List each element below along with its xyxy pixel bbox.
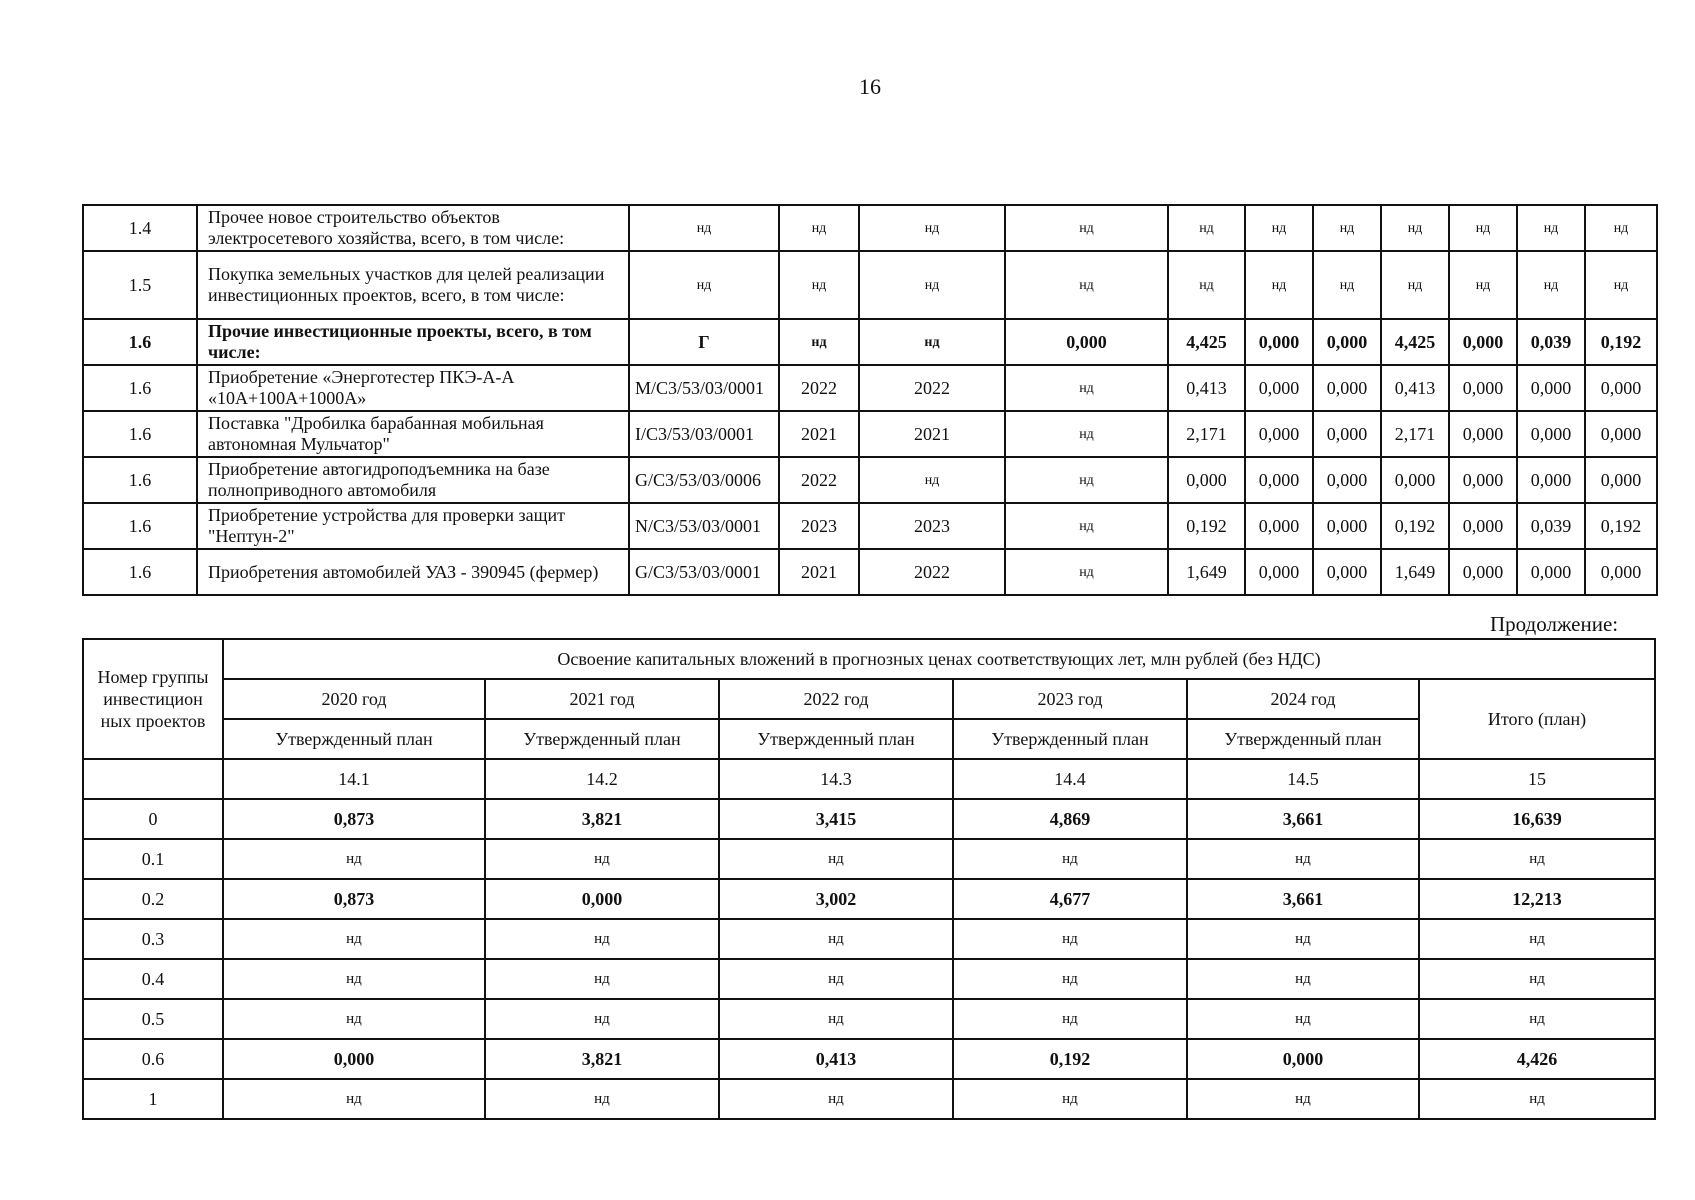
group-number-header: Номер группы инвестицион ных проектов <box>83 639 223 759</box>
value-cell: нд <box>223 999 485 1039</box>
value-cell: нд <box>1419 919 1655 959</box>
value-cell: 0,000 <box>1517 549 1585 595</box>
value-cell: 0,000 <box>1313 411 1381 457</box>
project-name-cell: Приобретение устройства для проверки защит "Нептун-2" <box>197 503 629 549</box>
value-cell: нд <box>223 839 485 879</box>
value-cell: 0,000 <box>1449 365 1517 411</box>
value-cell: 0,192 <box>1381 503 1449 549</box>
value-cell: 3,661 <box>1187 799 1419 839</box>
project-code-cell: I/C3/53/03/0001 <box>629 411 779 457</box>
value-cell: 4,425 <box>1381 319 1449 365</box>
value-cell: нд <box>1419 999 1655 1039</box>
value-cell: нд <box>1005 503 1168 549</box>
end-year-cell: 2022 <box>859 549 1005 595</box>
value-cell: нд <box>719 839 953 879</box>
value-cell: нд <box>953 839 1187 879</box>
value-cell: нд <box>485 959 719 999</box>
table-row <box>83 319 1657 365</box>
project-code-cell: G/C3/53/03/0006 <box>629 457 779 503</box>
value-cell: нд <box>1005 457 1168 503</box>
value-cell: 4,677 <box>953 879 1187 919</box>
value-cell: нд <box>1313 205 1381 251</box>
value-cell: 0,873 <box>223 879 485 919</box>
value-cell: нд <box>1585 251 1657 319</box>
value-cell: нд <box>1168 205 1245 251</box>
value-cell: нд <box>1187 959 1419 999</box>
value-cell: нд <box>223 919 485 959</box>
investment-projects-body <box>83 205 1657 595</box>
value-cell: нд <box>223 1079 485 1119</box>
value-cell: 1,649 <box>1381 549 1449 595</box>
year-header: 2021 год <box>485 679 719 719</box>
value-cell: нд <box>719 1079 953 1119</box>
table-row <box>83 1079 1655 1119</box>
value-cell: 0,000 <box>1585 457 1657 503</box>
table-row <box>83 365 1657 411</box>
project-name-cell: Приобретения автомобилей УАЗ - 390945 (фермер) <box>197 549 629 595</box>
page-number: 16 <box>859 74 881 99</box>
value-cell: нд <box>1517 251 1585 319</box>
project-name-cell: Прочие инвестиционные проекты, всего, в том числе: <box>197 319 629 365</box>
value-cell: нд <box>1005 411 1168 457</box>
row-number-cell: 1.6 <box>83 365 197 411</box>
value-cell: 2,171 <box>1381 411 1449 457</box>
column-number-cell <box>83 759 223 799</box>
approved-plan-header: Утвержденный план <box>953 719 1187 759</box>
value-cell: нд <box>953 999 1187 1039</box>
value-cell: нд <box>1005 251 1168 319</box>
column-number-cell: 14.1 <box>223 759 485 799</box>
value-cell: 16,639 <box>1419 799 1655 839</box>
value-cell: нд <box>1005 365 1168 411</box>
value-cell: 12,213 <box>1419 879 1655 919</box>
start-year-cell: нд <box>779 319 859 365</box>
value-cell: нд <box>1187 919 1419 959</box>
column-number-cell: 14.4 <box>953 759 1187 799</box>
end-year-cell: нд <box>859 457 1005 503</box>
value-cell: нд <box>1517 205 1585 251</box>
value-cell: 4,426 <box>1419 1039 1655 1079</box>
value-cell: 3,821 <box>485 799 719 839</box>
value-cell: нд <box>1419 1079 1655 1119</box>
value-cell: 0,000 <box>1517 365 1585 411</box>
table-row <box>83 457 1657 503</box>
value-cell: 2,171 <box>1168 411 1245 457</box>
capital-investment-table <box>82 638 1656 1120</box>
capital-investment-body <box>83 799 1655 1119</box>
value-cell: 0,000 <box>1449 457 1517 503</box>
end-year-cell: 2021 <box>859 411 1005 457</box>
project-name-cell: Поставка "Дробилка барабанная мобильная автономная Мульчатор" <box>197 411 629 457</box>
value-cell: нд <box>953 1079 1187 1119</box>
value-cell: нд <box>1245 251 1313 319</box>
value-cell: 0,000 <box>1245 319 1313 365</box>
value-cell: 4,425 <box>1168 319 1245 365</box>
value-cell: 0,413 <box>1381 365 1449 411</box>
value-cell: нд <box>485 1079 719 1119</box>
start-year-cell: 2022 <box>779 457 859 503</box>
table-row <box>83 1039 1655 1079</box>
value-cell: 0,000 <box>1168 457 1245 503</box>
total-plan-header: Итого (план) <box>1419 679 1655 759</box>
value-cell: 0,000 <box>1245 411 1313 457</box>
value-cell: нд <box>1449 251 1517 319</box>
value-cell: 0,000 <box>1449 319 1517 365</box>
value-cell: нд <box>1449 205 1517 251</box>
project-code-cell: нд <box>629 205 779 251</box>
project-name-cell: Прочее новое строительство объектов электросетевого хозяйства, всего, в том числе: <box>197 205 629 251</box>
table-row <box>83 251 1657 319</box>
group-number-cell: 0.6 <box>83 1039 223 1079</box>
table-row <box>83 839 1655 879</box>
start-year-cell: 2023 <box>779 503 859 549</box>
investment-projects-table <box>82 204 1658 596</box>
table-row <box>83 919 1655 959</box>
value-cell: 4,869 <box>953 799 1187 839</box>
value-cell: 0,000 <box>1585 549 1657 595</box>
value-cell: 0,192 <box>1585 503 1657 549</box>
value-cell: нд <box>1187 839 1419 879</box>
end-year-cell: 2022 <box>859 365 1005 411</box>
value-cell: 0,192 <box>1168 503 1245 549</box>
value-cell: нд <box>1005 205 1168 251</box>
value-cell: 0,000 <box>1005 319 1168 365</box>
group-number-cell: 1 <box>83 1079 223 1119</box>
end-year-cell: 2023 <box>859 503 1005 549</box>
group-number-cell: 0 <box>83 799 223 839</box>
value-cell: 0,000 <box>223 1039 485 1079</box>
value-cell: нд <box>953 959 1187 999</box>
value-cell: 0,000 <box>1449 411 1517 457</box>
value-cell: 0,000 <box>1245 457 1313 503</box>
table-row <box>83 999 1655 1039</box>
year-header: 2024 год <box>1187 679 1419 719</box>
value-cell: нд <box>1005 549 1168 595</box>
value-cell: нд <box>485 839 719 879</box>
row-number-cell: 1.5 <box>83 251 197 319</box>
value-cell: нд <box>1187 1079 1419 1119</box>
value-cell: 0,000 <box>1313 503 1381 549</box>
value-cell: 0,000 <box>1245 503 1313 549</box>
end-year-cell: нд <box>859 319 1005 365</box>
table-row <box>83 205 1657 251</box>
value-cell: нд <box>719 959 953 999</box>
row-number-cell: 1.6 <box>83 319 197 365</box>
table-row <box>83 879 1655 919</box>
project-code-cell: G/C3/53/03/0001 <box>629 549 779 595</box>
project-code-cell: нд <box>629 251 779 319</box>
value-cell: нд <box>1419 839 1655 879</box>
value-cell: 3,821 <box>485 1039 719 1079</box>
value-cell: 0,000 <box>1585 411 1657 457</box>
value-cell: 0,413 <box>1168 365 1245 411</box>
value-cell: нд <box>1313 251 1381 319</box>
table-row <box>83 411 1657 457</box>
approved-plan-header: Утвержденный план <box>1187 719 1419 759</box>
project-name-cell: Приобретение автогидроподъемника на базе полноприводного автомобиля <box>197 457 629 503</box>
value-cell: 0,000 <box>1449 549 1517 595</box>
value-cell: 1,649 <box>1168 549 1245 595</box>
year-header: 2023 год <box>953 679 1187 719</box>
value-cell: 0,039 <box>1517 503 1585 549</box>
value-cell: 0,000 <box>485 879 719 919</box>
value-cell: 0,000 <box>1449 503 1517 549</box>
value-cell: 3,415 <box>719 799 953 839</box>
value-cell: нд <box>953 919 1187 959</box>
value-cell: 0,000 <box>1245 549 1313 595</box>
column-number-cell: 14.3 <box>719 759 953 799</box>
start-year-cell: нд <box>779 251 859 319</box>
value-cell: нд <box>1585 205 1657 251</box>
value-cell: 0,039 <box>1517 319 1585 365</box>
value-cell: нд <box>1419 959 1655 999</box>
capital-investment-header: Освоение капитальных вложений в прогнозных ценах соответствующих лет, млн рублей (без НДС) <box>223 639 1655 679</box>
project-code-cell: N/C3/53/03/0001 <box>629 503 779 549</box>
row-number-cell: 1.6 <box>83 503 197 549</box>
end-year-cell: нд <box>859 205 1005 251</box>
group-number-cell: 0.4 <box>83 959 223 999</box>
table-row <box>83 959 1655 999</box>
row-number-cell: 1.6 <box>83 457 197 503</box>
value-cell: 0,192 <box>1585 319 1657 365</box>
year-header: 2020 год <box>223 679 485 719</box>
start-year-cell: нд <box>779 205 859 251</box>
approved-plan-header: Утвержденный план <box>485 719 719 759</box>
row-number-cell: 1.6 <box>83 411 197 457</box>
value-cell: 0,000 <box>1517 411 1585 457</box>
approved-plan-header: Утвержденный план <box>719 719 953 759</box>
start-year-cell: 2022 <box>779 365 859 411</box>
value-cell: нд <box>719 999 953 1039</box>
value-cell: нд <box>719 919 953 959</box>
project-name-cell: Приобретение «Энерготестер ПКЭ-А-А «10А+100А+1000А» <box>197 365 629 411</box>
continuation-label: Продолжение: <box>1490 612 1619 636</box>
value-cell: 0,000 <box>1187 1039 1419 1079</box>
value-cell: 0,000 <box>1313 365 1381 411</box>
value-cell: 0,413 <box>719 1039 953 1079</box>
table-row <box>83 799 1655 839</box>
start-year-cell: 2021 <box>779 411 859 457</box>
value-cell: 0,192 <box>953 1039 1187 1079</box>
value-cell: нд <box>1381 251 1449 319</box>
value-cell: нд <box>1187 999 1419 1039</box>
end-year-cell: нд <box>859 251 1005 319</box>
value-cell: нд <box>1381 205 1449 251</box>
value-cell: нд <box>485 919 719 959</box>
value-cell: 0,000 <box>1313 457 1381 503</box>
value-cell: нд <box>1168 251 1245 319</box>
group-number-cell: 0.1 <box>83 839 223 879</box>
table-row <box>83 549 1657 595</box>
value-cell: 3,661 <box>1187 879 1419 919</box>
start-year-cell: 2021 <box>779 549 859 595</box>
row-number-cell: 1.4 <box>83 205 197 251</box>
value-cell: 0,000 <box>1313 549 1381 595</box>
column-number-cell: 14.5 <box>1187 759 1419 799</box>
row-number-cell: 1.6 <box>83 549 197 595</box>
group-number-cell: 0.2 <box>83 879 223 919</box>
value-cell: 3,002 <box>719 879 953 919</box>
value-cell: нд <box>223 959 485 999</box>
column-number-cell: 15 <box>1419 759 1655 799</box>
value-cell: 0,873 <box>223 799 485 839</box>
table-row <box>83 503 1657 549</box>
value-cell: 0,000 <box>1313 319 1381 365</box>
value-cell: 0,000 <box>1381 457 1449 503</box>
project-code-cell: Г <box>629 319 779 365</box>
year-header: 2022 год <box>719 679 953 719</box>
group-number-cell: 0.3 <box>83 919 223 959</box>
value-cell: нд <box>485 999 719 1039</box>
project-name-cell: Покупка земельных участков для целей реализации инвестиционных проектов, всего, в том числе: <box>197 251 629 319</box>
column-number-cell: 14.2 <box>485 759 719 799</box>
value-cell: 0,000 <box>1585 365 1657 411</box>
value-cell: 0,000 <box>1517 457 1585 503</box>
project-code-cell: M/C3/53/03/0001 <box>629 365 779 411</box>
value-cell: 0,000 <box>1245 365 1313 411</box>
value-cell: нд <box>1245 205 1313 251</box>
approved-plan-header: Утвержденный план <box>223 719 485 759</box>
group-number-cell: 0.5 <box>83 999 223 1039</box>
